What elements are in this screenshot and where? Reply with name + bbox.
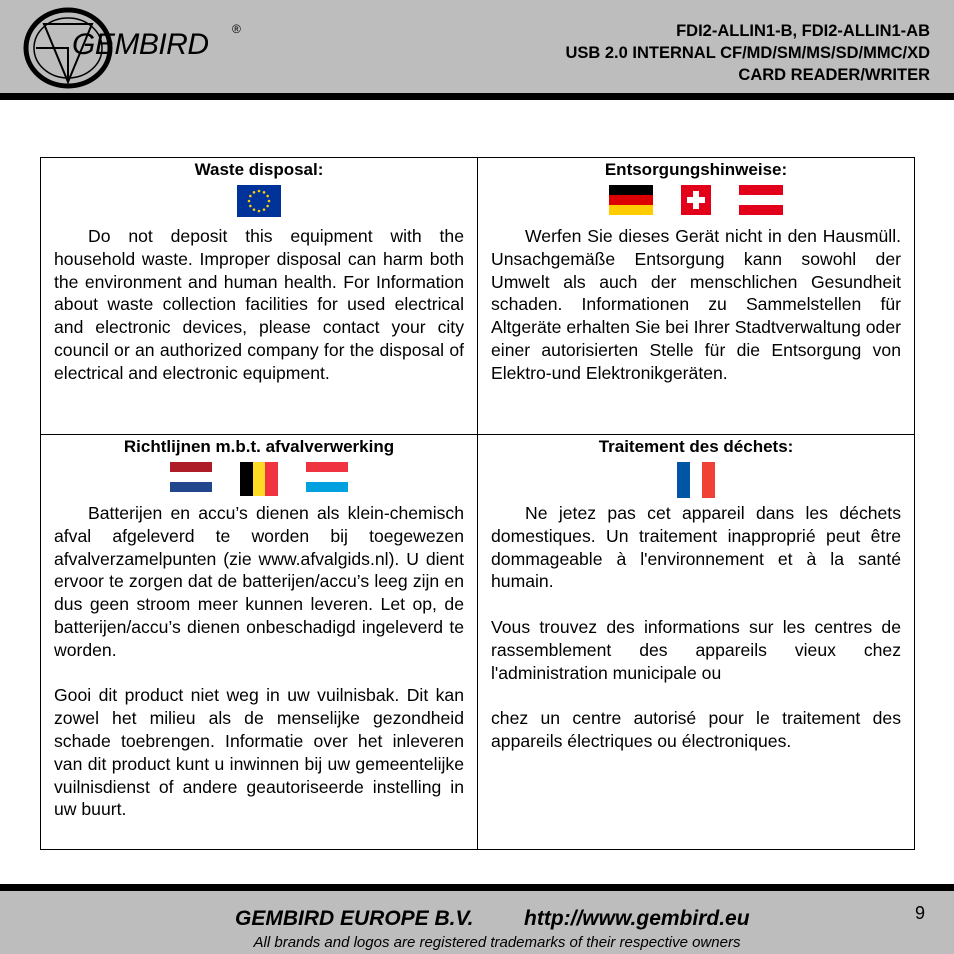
section-title-de: Entsorgungshinweise: <box>604 160 788 179</box>
germany-flag-icon <box>609 185 653 215</box>
product-line-2: USB 2.0 INTERNAL CF/MD/SM/MS/SD/MMC/XD <box>565 44 930 62</box>
section-french <box>478 435 915 850</box>
website-link[interactable]: http://www.gembird.eu <box>524 907 750 930</box>
paragraph-fr-1: Ne jetez pas cet appareil dans les déchets domestiques. Un traitement inapproprié peut être dommageable à l'environnement et à la santé humain. <box>491 503 901 592</box>
austria-flag-icon <box>739 185 783 215</box>
paragraph-en-1: Do not deposit this equipment with the household waste. Improper disposal can harm both the environment and human health. For Information about waste collection facilities for used electrical and electronic devices, please contact your city council or an authorized company for the disposal of electrical and electronic equipment. <box>54 226 464 383</box>
section-english <box>41 158 478 435</box>
company-name: GEMBIRD EUROPE B.V. <box>235 907 474 930</box>
belgium-flag-icon <box>240 462 278 496</box>
france-flag-icon <box>677 462 715 498</box>
section-german <box>478 158 915 435</box>
paragraph-fr-3: chez un centre autorisé pour le traitement des appareils électriques ou électroniques. <box>491 708 901 751</box>
switzerland-flag-icon <box>681 185 711 215</box>
product-line-3: CARD READER/WRITER <box>738 66 930 84</box>
registered-mark: ® <box>232 22 241 36</box>
netherlands-flag-icon <box>170 462 212 492</box>
section-dutch <box>41 435 478 850</box>
paragraph-nl-1: Batterijen en accu’s dienen als klein-chemisch afval afgeleverd te worden bij toegewezen afvalverzamelpunten (zie www.afvalgids.nl). U dient ervoor te zorgen dat de batterijen/accu’s leeg zijn en dus geen stroom meer kunnen leveren. Let op, de batterijen/accu’s dienen onbeschadigd ingeleverd te worden. <box>54 503 464 660</box>
section-title-en: Waste disposal: <box>194 160 324 179</box>
luxembourg-flag-icon <box>306 462 348 492</box>
paragraph-de-1: Werfen Sie dieses Gerät nicht in den Hausmüll. Unsachgemäße Entsorgung kann sowohl der Umwelt als auch der menschlichen Gesundheit schaden. Informationen zu Sammelstellen für Altgeräte erhalten Sie bei Ihrer Stadtverwaltung oder einer autorisierten Stelle für die Entsorgung von Elektro-und Elektronikgeräten. <box>491 226 901 383</box>
section-title-nl: Richtlijnen m.b.t. afvalverwerking <box>123 437 395 456</box>
paragraph-nl-2: Gooi dit product niet weg in uw vuilnisbak. Dit kan zowel het milieu als de menselijke gezondheid schade toebrengen. Informatie over het inleveren van dit product kunt u inwinnen bij uw gemeentelijke vuilnisdienst of andere geautoriseerde instelling in uw buurt. <box>54 685 464 820</box>
brand-name: GEMBIRD <box>72 28 209 61</box>
header-band <box>0 0 954 100</box>
disposal-table <box>40 157 915 850</box>
eu-flag-icon <box>237 185 281 217</box>
section-title-fr: Traitement des déchets: <box>598 437 794 456</box>
product-title <box>565 20 930 86</box>
product-line-1: FDI2-ALLIN1-B, FDI2-ALLIN1-AB <box>676 22 930 40</box>
trademark-notice: All brands and logos are registered trademarks of their respective owners <box>253 934 741 951</box>
footer-band <box>0 884 954 954</box>
paragraph-fr-2: Vous trouvez des informations sur les centres de rassemblement des appareils vieux chez l'administration municipale ou <box>491 616 901 683</box>
page-number: 9 <box>914 903 925 923</box>
